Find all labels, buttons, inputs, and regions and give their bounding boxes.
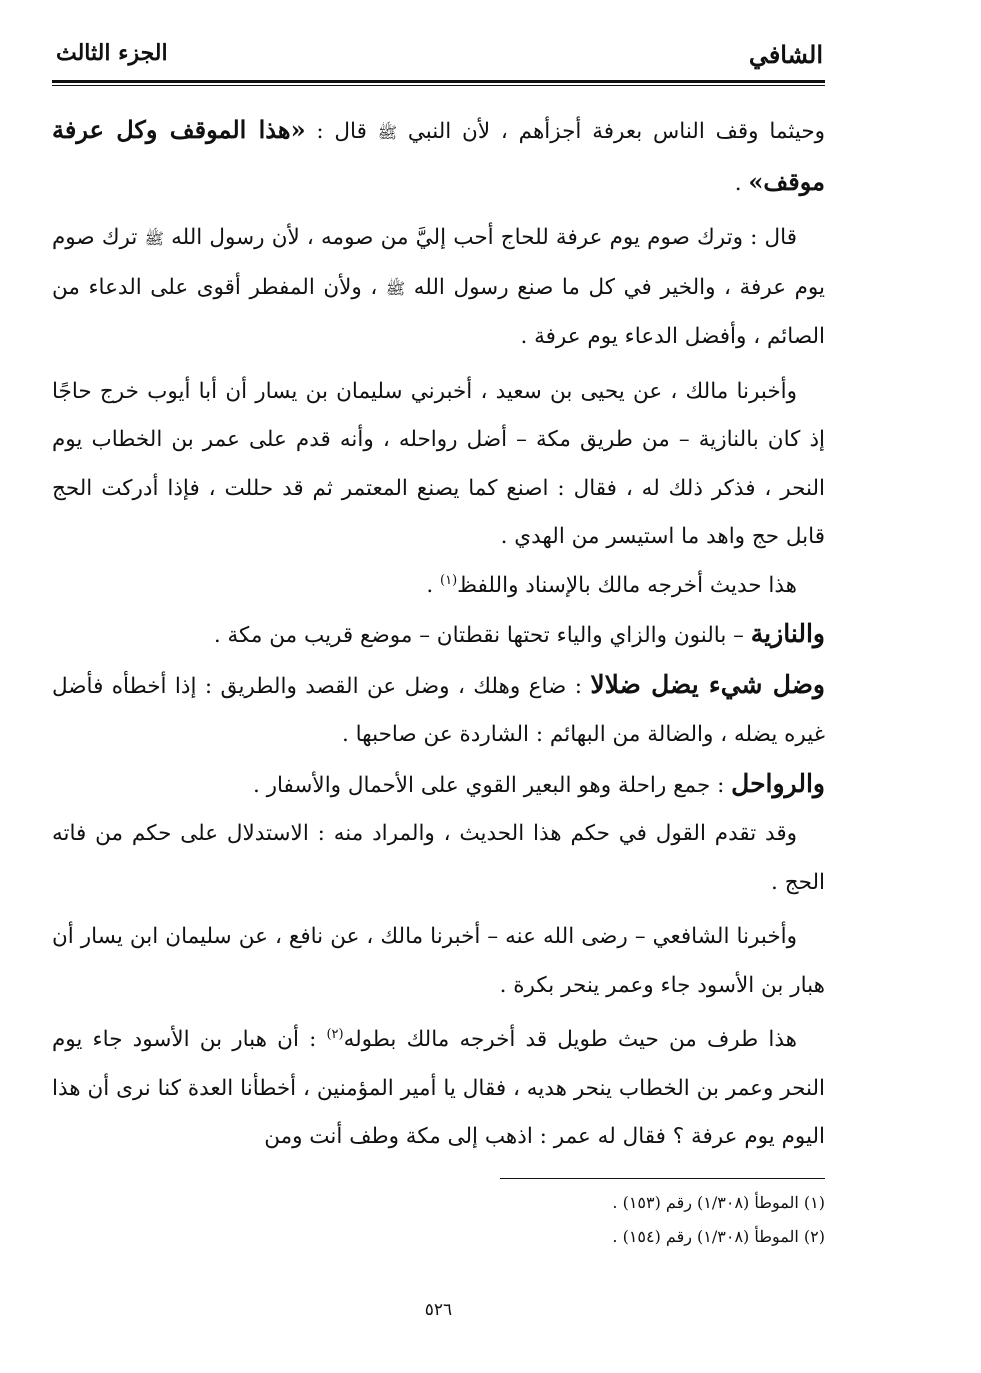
paragraph-habbar-chain [52, 913, 825, 1010]
paragraph-abu-ayyub [52, 368, 825, 562]
footnote-ref-2[interactable]: (٢) [326, 1026, 344, 1042]
book-title: الشافي [748, 40, 823, 69]
text-run: . [734, 170, 749, 196]
text-run: : أن هبار بن الأسود جاء يوم النحر وعمر بن الخطاب ينحر هديه ، فقال يا أمير المؤمنين ، أخطأنا العدة كنا نرى أن هذا اليوم يوم عرفة ؟ فقال له عمر : اذهب إلى مكة وطف أنت ومن [52, 1027, 825, 1149]
paragraph-hadith-source-2 [52, 1016, 825, 1162]
paragraph-gloss-rawahil [52, 760, 825, 811]
glossary-term: والنازية [750, 619, 825, 648]
running-header [52, 38, 825, 80]
paragraph-hadith-source-1 [52, 562, 825, 611]
text-run: . [426, 572, 440, 598]
main-text [52, 106, 825, 1162]
glossary-definition: : ضاع وهلك ، وضل عن القصد والطريق : إذا أخطأه فأضل غيره يضله ، والضالة من البهائم : الشاردة عن صاحبها . [52, 673, 825, 747]
text-run: هذا حديث أخرجه مالك بالإسناد واللفظ [457, 572, 797, 598]
text-run: هذا طرف من حيث طويل قد أخرجه مالك بطوله [343, 1027, 797, 1052]
paragraph-gloss-dalla [52, 661, 825, 760]
paragraph-ruling [52, 810, 825, 907]
volume-label: الجزء الثالث [56, 40, 168, 66]
header-rule-thick [52, 80, 825, 83]
text-run: وأخبرنا الشافعي – رضى الله عنه – أخبرنا مالك ، عن نافع ، عن سليمان ابن يسار أن هبار بن الأسود جاء وعمر ينحر بكرة . [52, 924, 825, 998]
hadith-quote: «هذا الموقف وكل عرفة موقف» [52, 115, 825, 196]
salawat-glyph: ﷺ [377, 123, 398, 142]
footnote-separator [500, 1178, 825, 1179]
salawat-glyph: ﷺ [385, 278, 406, 298]
paragraph-fasting-arafa [52, 214, 825, 362]
paragraph-arafa-standing [52, 106, 825, 208]
header-rule-thin [52, 85, 825, 86]
text-run: وأخبرنا مالك ، عن يحيى بن سعيد ، أخبرني سليمان بن يسار أن أبا أيوب خرج حاجًا إذ كان بالنازية – من طريق مكة – أضل رواحله ، وأنه قدم على عمر بن الخطاب يوم النحر ، فذكر ذلك له ، فقال : اصنع كما يصنع المعتمر ثم قد حللت ، فإذا أدركت الحج قابل حج واهد ما استيسر من الهدي . [52, 378, 825, 549]
text-run: ، ولأن المفطر أقوى على الدعاء من الصائم ، وأفضل الدعاء يوم عرفة . [52, 274, 825, 349]
footnote-2: (٢) الموطأ (١/٣٠٨) رقم (١٥٤) . [612, 1227, 825, 1246]
glossary-term: وضل شيء يضل ضلالا [590, 669, 825, 699]
book-page [52, 38, 825, 1338]
footnotes [52, 1186, 825, 1254]
glossary-term: والرواحل [731, 768, 825, 798]
footnote-1: (١) الموطأ (١/٣٠٨) رقم (١٥٣) . [612, 1193, 825, 1212]
glossary-definition: – بالنون والزاي والياء تحتها نقطتان – موضع قريب من مكة . [213, 623, 751, 648]
text-run: قال : [305, 119, 378, 144]
text-run: وقد تقدم القول في حكم هذا الحديث ، والمراد منه : الاستدلال على حكم من فاته الحج . [52, 821, 825, 895]
paragraph-gloss-naziya [52, 610, 825, 661]
page-number: ٥٢٦ [424, 1300, 453, 1320]
text-run: وحيثما وقف الناس بعرفة أجزأهم ، لأن النبي [397, 119, 825, 144]
glossary-definition: : جمع راحلة وهو البعير القوي على الأحمال والأسفار . [252, 772, 732, 798]
salawat-glyph: ﷺ [144, 229, 164, 248]
text-run: ترك صوم يوم عرفة ، والخير في كل ما صنع رسول الله [52, 225, 825, 300]
footnote-ref-1[interactable]: (١) [440, 572, 458, 588]
text-run: قال : وترك صوم يوم عرفة للحاج أحب إليَّ من صومه ، لأن رسول الله [163, 225, 797, 250]
